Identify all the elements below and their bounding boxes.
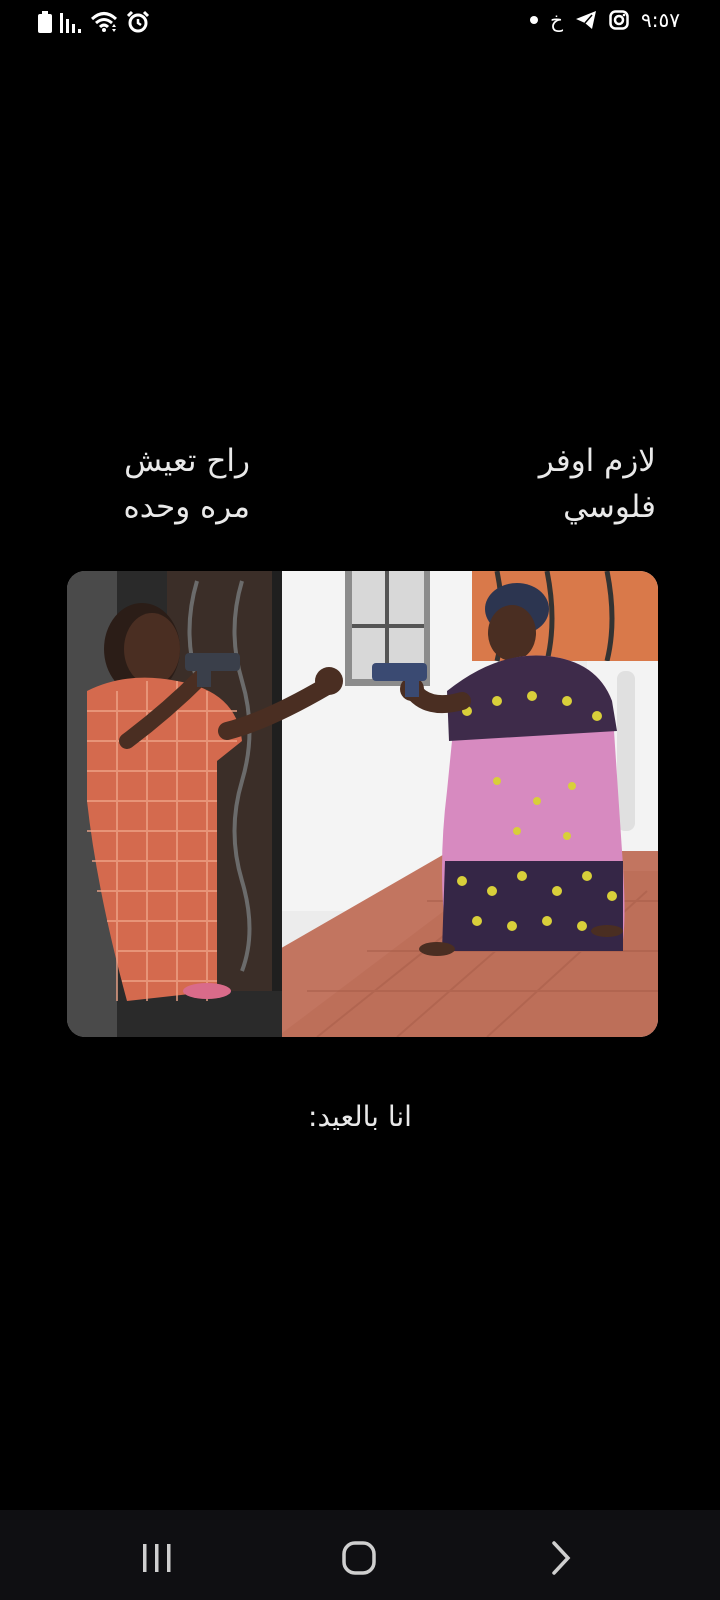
back-button[interactable] (536, 1538, 586, 1578)
status-left-icons (38, 10, 150, 34)
caption-left-line1: راح تعيش (124, 443, 250, 479)
caption-right-line2: فلوسي (563, 489, 656, 525)
caption-bottom: انا بالعيد: (308, 1100, 412, 1133)
instagram-icon (609, 10, 629, 30)
caption-left (100, 438, 250, 530)
caption-right (416, 438, 656, 530)
battery-icon (38, 11, 52, 33)
status-bar (0, 0, 720, 44)
caption-right-line1: لازم اوفر (538, 443, 656, 479)
meme-photo (67, 571, 658, 1037)
home-icon (341, 1540, 377, 1576)
wifi-icon (90, 11, 118, 33)
recent-apps-icon (140, 1542, 174, 1574)
signal-icon (60, 11, 82, 33)
recent-apps-button[interactable] (132, 1538, 182, 1578)
telegram-icon (575, 10, 597, 30)
status-right-icons (530, 8, 680, 32)
home-button[interactable] (334, 1538, 384, 1578)
chevron-right-icon (549, 1540, 573, 1576)
notification-dot (530, 16, 538, 24)
status-time: ٩:٥٧ (641, 8, 680, 32)
status-letter: خ (550, 8, 564, 32)
navigation-bar (0, 1510, 720, 1600)
alarm-icon (126, 10, 150, 34)
caption-left-line2: مره وحده (123, 489, 250, 525)
